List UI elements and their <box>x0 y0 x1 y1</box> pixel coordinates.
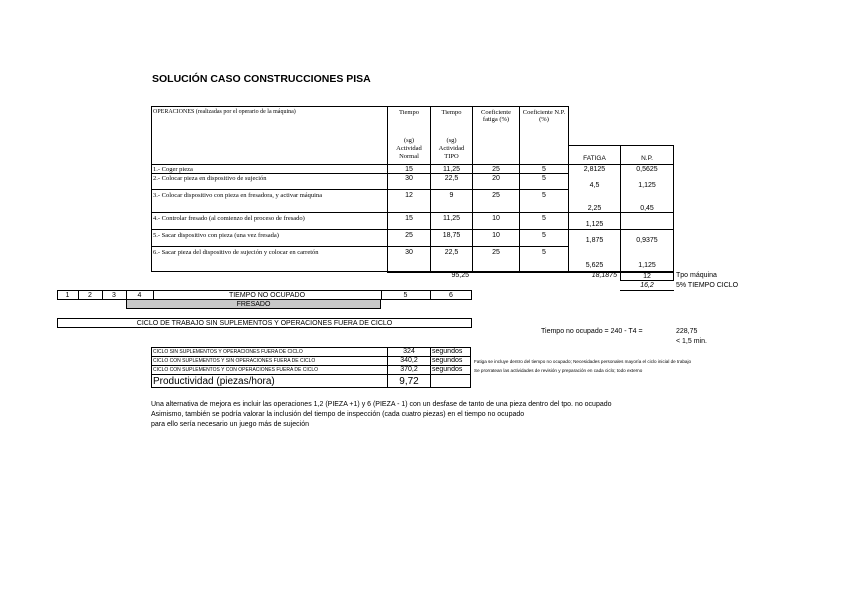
summary-row-2-note: Fatiga se incluye dentro del tiempo no ocupado; Necesidades personales mayoría el ciclo inicial de trabajo <box>474 359 692 364</box>
row-divider <box>151 229 674 230</box>
timeline-v2: 6 <box>449 292 453 299</box>
row-6-op: 6.- Sacar pieza del dispositivo de sujeción y colocar en carretón <box>153 249 319 256</box>
header-operaciones: OPERACIONES (realizadas por el operario de la máquina) <box>153 109 296 115</box>
row-1-cnp: 5 <box>542 166 546 173</box>
row-4-op: 4.- Controlar fresado (al comienzo del proceso de fresado) <box>153 215 305 222</box>
fresado-label: FRESADO <box>236 301 271 308</box>
row-divider <box>151 374 471 375</box>
row-divider <box>151 173 569 174</box>
header-tiempo-normal-type: Normal <box>399 153 419 160</box>
row-1-fatiga: 2,8125 <box>583 166 606 173</box>
row-3-t1: 12 <box>405 192 413 199</box>
tiempo-no-ocupado-label: TIEMPO NO OCUPADO <box>228 292 306 299</box>
row-4-cf: 10 <box>492 215 500 222</box>
header-coef-np: Coeficiente N.P. (%) <box>522 109 566 123</box>
summary-row-2-unit: segundos <box>432 357 463 364</box>
row-3-t2: 9 <box>449 192 454 199</box>
row-5-np: 0,9375 <box>636 237 658 244</box>
summary-row-3-label: CICLO CON SUPLEMENTOS Y CON OPERACIONES FUERA DE CICLO <box>153 367 319 373</box>
summary-row-1-unit: segundos <box>432 348 463 355</box>
ciclo-label: CICLO DE TRABAJO SIN SUPLEMENTOS Y OPERACIONES FUERA DE CICLO <box>136 320 393 327</box>
header-tiempo-normal-act: Actividad <box>396 145 422 152</box>
row-2-cf: 20 <box>492 175 500 182</box>
header-tiempo-tipo-unit: (sg) <box>446 137 457 144</box>
row-2-fatiga: 4,5 <box>589 182 600 189</box>
row-5-op: 5.- Sacar dispositivo con pieza (una vez fresada) <box>153 232 279 239</box>
row-5-t2: 18,75 <box>442 232 461 239</box>
row-5-cf: 10 <box>492 232 500 239</box>
header-tiempo-normal-unit: (sg) <box>403 137 415 144</box>
header-tiempo-normal: Tiempo <box>399 109 419 116</box>
tiempo-no-ocupado-value: 228,75 <box>676 328 698 335</box>
row-6-np: 1,125 <box>638 262 656 269</box>
header-np: N.P. <box>641 155 653 162</box>
row-1-t2: 11,25 <box>443 166 460 173</box>
row-4-t2: 11,25 <box>443 215 460 222</box>
row-2-op: 2.- Colocar pieza en dispositivo de sujeción <box>153 175 267 182</box>
note-3: para ello sería necesario un juego más de sujeción <box>151 421 309 428</box>
row-divider <box>151 189 569 190</box>
row-6-cf: 25 <box>492 249 500 256</box>
row-6-cnp: 5 <box>542 249 546 256</box>
note-1: Una alternativa de mejora es incluir las operaciones 1,2 (PIEZA +1) y 6 (PIEZA - 1) con un desfase de tanto de una pieza dentro del tpo. no ocupado <box>151 401 612 408</box>
header-coef-fatiga: Coeficiente fatiga (%) <box>481 109 511 123</box>
timeline-num-3: 3 <box>112 292 116 299</box>
row-3-np: 0,45 <box>640 205 654 212</box>
sub-divider <box>620 290 674 291</box>
timeline-num-4: 4 <box>137 292 142 299</box>
row-5-t1: 25 <box>405 232 413 239</box>
row-3-cf: 25 <box>492 192 500 199</box>
summary-row-3-note: Se prorratean las actividades de revisión y preparación en cada ciclo; todo externo <box>474 368 643 373</box>
header-tiempo-tipo-act: Actividad <box>438 145 465 152</box>
total-np: 12 <box>643 273 651 280</box>
row-1-t1: 15 <box>405 166 413 173</box>
row-divider <box>151 246 569 247</box>
summary-row-2-label: CICLO CON SUPLEMENTOS Y SIN OPERACIONES FUERA DE CICLO <box>153 358 316 364</box>
row-divider <box>151 212 674 213</box>
header-tiempo-tipo-type: TIPO <box>444 153 459 160</box>
row-1-np: 0,5625 <box>636 166 658 173</box>
row-6-t1: 30 <box>405 249 413 256</box>
row-3-fatiga: 2,25 <box>587 205 602 212</box>
row-2-cnp: 5 <box>542 175 546 182</box>
timeline-num-1: 1 <box>65 292 70 299</box>
row-4-t1: 15 <box>405 215 413 222</box>
productividad-label: Productividad (piezas/hora) <box>153 376 275 387</box>
total-fatiga: 18,1875 <box>591 272 617 279</box>
total-tiempo-tipo: 95,25 <box>451 272 469 279</box>
row-3-cnp: 5 <box>542 192 546 199</box>
row-6-fatiga: 5,625 <box>585 262 604 269</box>
row-4-cnp: 5 <box>542 215 546 222</box>
timeline-num-2: 2 <box>88 292 92 299</box>
timeline-v1: 5 <box>403 292 408 299</box>
row-6-t2: 22,5 <box>444 249 459 256</box>
col-divider <box>430 347 431 388</box>
sub-value: 16,2 <box>640 282 654 289</box>
row-5-cnp: 5 <box>542 232 546 239</box>
summary-row-1-value: 324 <box>403 348 415 355</box>
row-1-op: 1.- Coger pieza <box>153 166 193 173</box>
header-tiempo-tipo: Tiempo <box>441 109 462 116</box>
row-3-op: 3.- Colocar dispositivo con pieza en fresadora, y activar máquina <box>153 192 323 199</box>
pct-tiempo-ciclo: 5% TIEMPO CICLO <box>676 282 739 289</box>
productividad-value: 9,72 <box>399 376 419 387</box>
summary-row-2-value: 340,2 <box>400 357 418 364</box>
row-2-np: 1,125 <box>638 182 656 189</box>
row-4-fatiga: 1,125 <box>585 221 604 228</box>
summary-row-3-value: 370,2 <box>400 366 418 373</box>
summary-row-1-label: CICLO SIN SUPLEMENTOS Y OPERACIONES FUERA DE CICLO <box>153 349 303 355</box>
page-title: SOLUCIÓN CASO CONSTRUCCIONES PISA <box>152 73 371 85</box>
row-5-fatiga: 1,875 <box>585 237 604 244</box>
note-2: Asimismo, también se podría valorar la inclusión del tiempo de inspección (cada cuatro piezas) en el tiempo no ocupado <box>151 411 525 418</box>
tiempo-no-ocupado-formula: Tiempo no ocupado = 240 - T4 = <box>541 328 643 335</box>
row-2-t1: 30 <box>405 175 413 182</box>
row-2-t2: 22,5 <box>444 175 459 182</box>
row-divider <box>151 164 674 165</box>
tpo-maquina-label: Tpo máquina <box>676 272 717 279</box>
row-1-cf: 25 <box>492 166 500 173</box>
summary-row-3-unit: segundos <box>432 366 463 373</box>
tiempo-no-ocupado-sub: < 1,5 min. <box>676 338 707 345</box>
header-fatiga: FATIGA <box>583 155 606 162</box>
